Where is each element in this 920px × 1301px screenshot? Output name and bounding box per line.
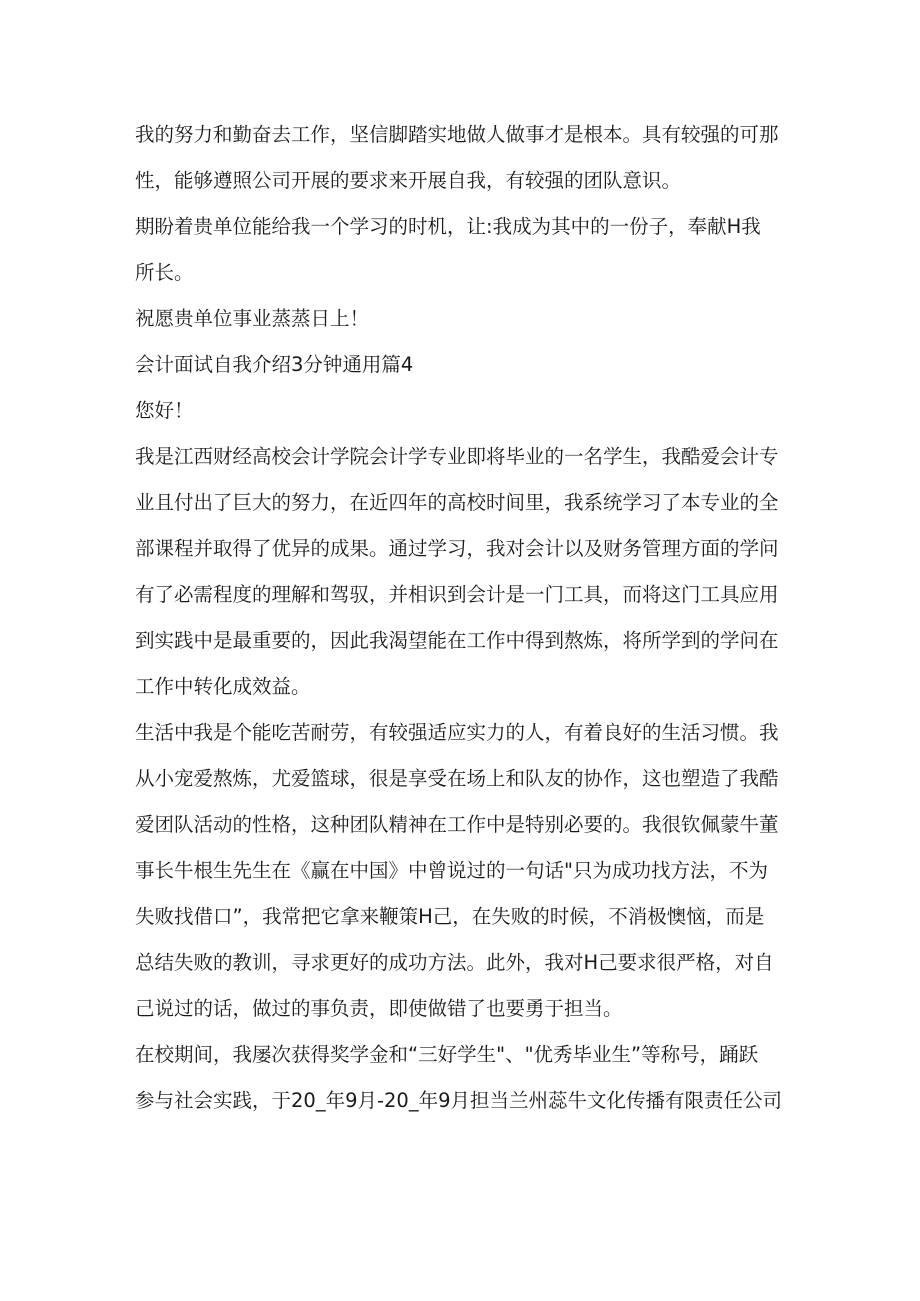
text-line: 祝愿贵单位事业蒸蒸日上！: [135, 307, 370, 330]
section-heading: 会计面试自我介绍3分钟通用篇4: [135, 353, 414, 376]
text-line: 部课程并取得了优异的成果。通过学习，我对会计以及财务管理方面的学问: [135, 537, 779, 560]
text-line: 在校期间，我屡次获得奖学金和“三好学生"、"优秀毕业生”等称号，踊跃: [135, 1043, 759, 1066]
text-line: 事长牛根生先生在《赢在中国》中曾说过的一句话"只为成功找方法，不为: [135, 859, 768, 882]
text-line: 爱团队活动的性格，这种团队精神在工作中是特别必要的。我很钦佩蒙牛董: [135, 813, 779, 836]
text-line: 我是江西财经高校会计学院会计学专业即将毕业的一名学生，我酷爱会计专: [135, 445, 779, 468]
text-line: 总结失败的教训，寻求更好的成功方法。此外，我对H己要求很严格，对自: [135, 951, 774, 974]
text-line: 到实践中是最重要的，因此我渴望能在工作中得到熬炼，将所学到的学问在: [135, 629, 779, 652]
greeting: 您好！: [135, 399, 194, 422]
text-line: 工作中转化成效益。: [135, 675, 311, 698]
text-line: 从小宠爱熬炼，尤爱篮球，很是享受在场上和队友的协作，这也塑造了我酷: [135, 767, 779, 790]
text-line: 我的努力和勤奋去工作，坚信脚踏实地做人做事才是根本。具有较强的可那: [135, 123, 779, 146]
text-line: 性，能够遵照公司开展的要求来开展自我，有较强的团队意识。: [135, 169, 682, 192]
text-line: 生活中我是个能吃苦耐劳，有较强适应实力的人，有着良好的生活习惯。我: [135, 721, 779, 744]
document-body: [135, 112, 795, 1124]
text-line: 期盼着贵单位能给我一个学习的时机，让:我成为其中的一份子，奉献H我: [135, 215, 761, 238]
text-line: 所长。: [135, 261, 194, 284]
text-line: 失败找借口”，我常把它拿来鞭策H己，在失败的时候，不消极懊恼，而是: [135, 905, 765, 928]
text-line: 业且付出了巨大的努力，在近四年的高校时间里，我系统学习了本专业的全: [135, 491, 779, 514]
text-line: 有了必需程度的理解和驾驭，并相识到会计是一门工具，而将这门工具应用: [135, 583, 779, 606]
text-line: 己说过的话，做过的事负责，即使做错了也要勇于担当。: [135, 997, 623, 1020]
text-line: 参与社会实践，于20_年9月-20_年9月担当兰州蕊牛文化传播有限责任公司: [135, 1089, 782, 1112]
